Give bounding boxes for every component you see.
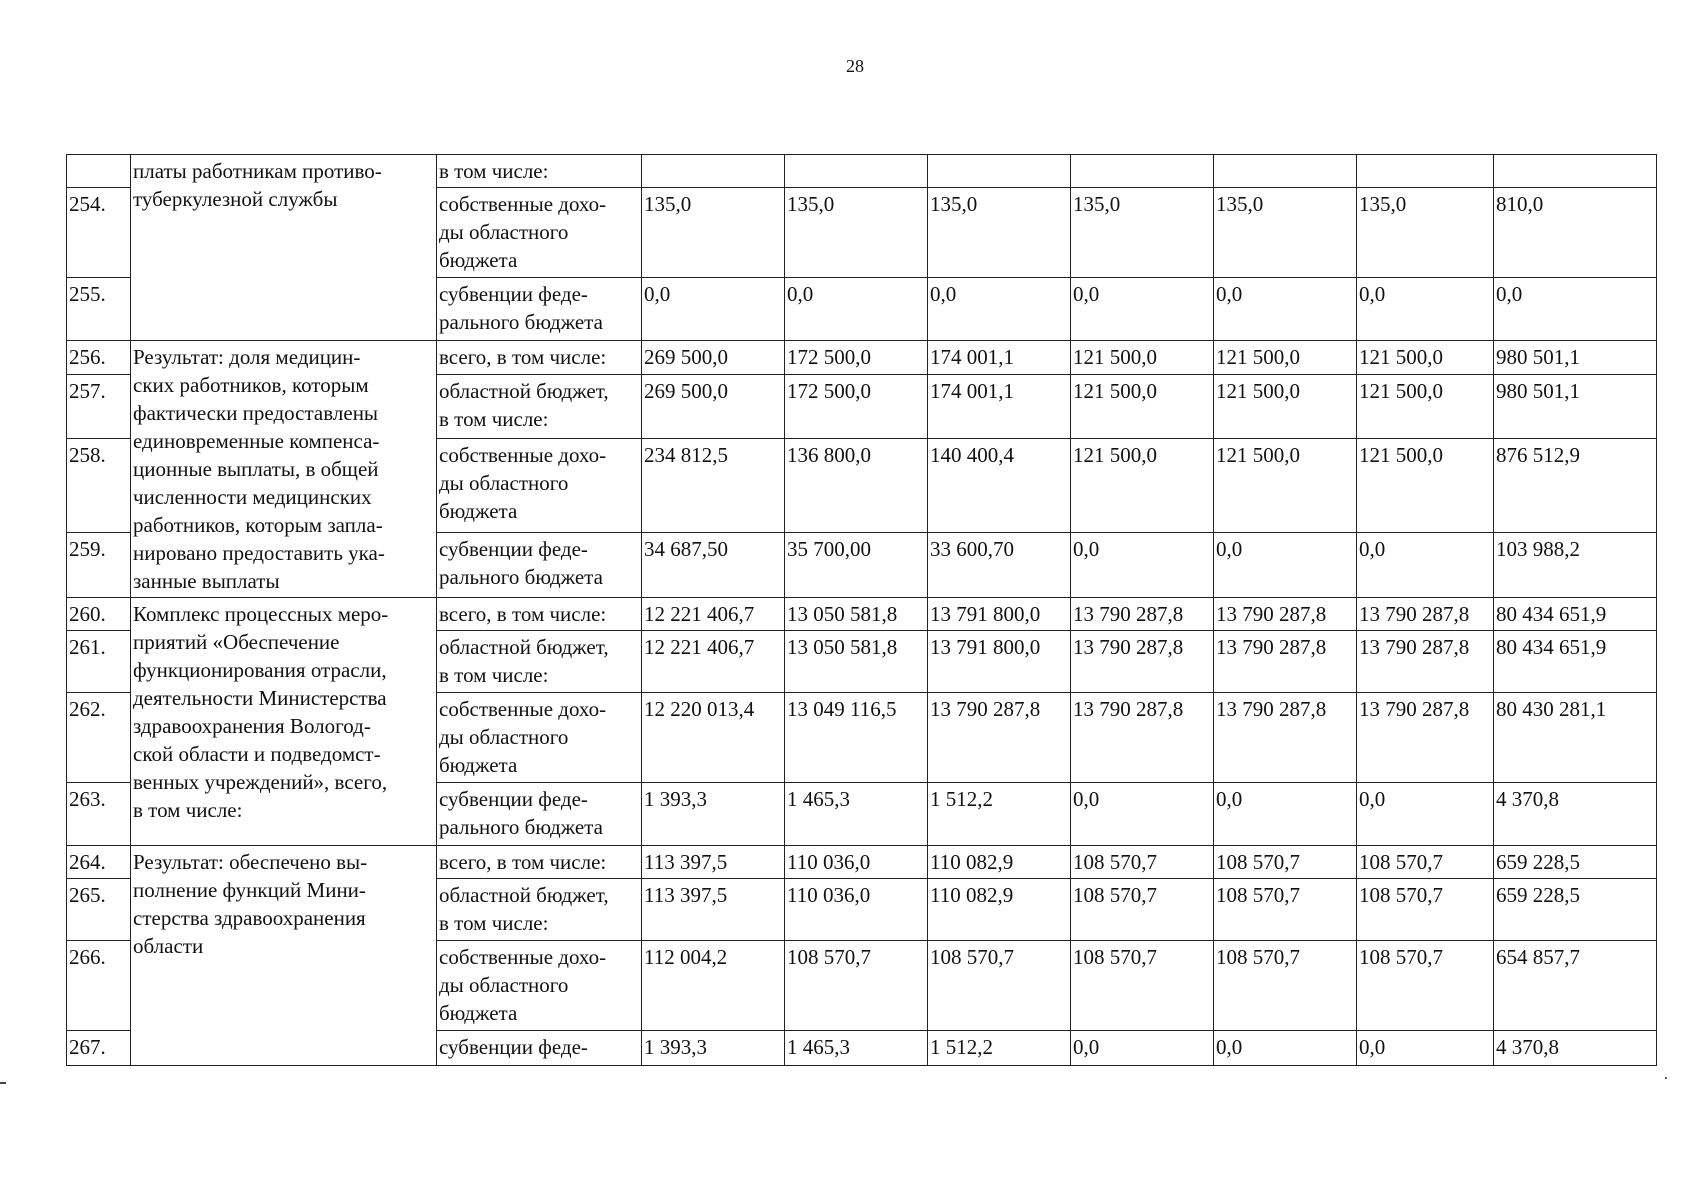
year-value-cell: 135,0 bbox=[1357, 188, 1494, 278]
year-value-cell: 12 221 406,7 bbox=[642, 631, 785, 693]
year-value-cell: 0,0 bbox=[1214, 783, 1357, 846]
year-value-cell: 108 570,7 bbox=[785, 941, 928, 1031]
total-value-cell bbox=[1494, 155, 1657, 188]
row-number: 260. bbox=[67, 598, 131, 631]
funding-source: областной бюджет, в том числе: bbox=[437, 375, 642, 439]
year-value-cell: 0,0 bbox=[1357, 278, 1494, 341]
year-value-cell: 13 790 287,8 bbox=[1357, 693, 1494, 783]
year-value-cell: 121 500,0 bbox=[1357, 439, 1494, 532]
row-number: 263. bbox=[67, 783, 131, 846]
funding-source: собственные дохо- ды областного бюджета bbox=[437, 941, 642, 1031]
row-number: 266. bbox=[67, 941, 131, 1031]
year-value-cell: 108 570,7 bbox=[1214, 846, 1357, 879]
row-number: 259. bbox=[67, 532, 131, 597]
table-row bbox=[67, 598, 1657, 631]
table-row bbox=[67, 846, 1657, 879]
funding-source: собственные дохо- ды областного бюджета bbox=[437, 439, 642, 532]
scan-dot-mark bbox=[1665, 1077, 1667, 1079]
year-value-cell: 121 500,0 bbox=[1071, 439, 1214, 532]
year-value-cell: 108 570,7 bbox=[1071, 941, 1214, 1031]
activity-description: платы работникам противо- туберкулезной службы bbox=[131, 155, 437, 341]
total-value-cell: 80 434 651,9 bbox=[1494, 598, 1657, 631]
year-value-cell: 121 500,0 bbox=[1071, 341, 1214, 375]
year-value-cell: 0,0 bbox=[1357, 783, 1494, 846]
year-value-cell: 0,0 bbox=[642, 278, 785, 341]
row-number: 255. bbox=[67, 278, 131, 341]
year-value-cell: 140 400,4 bbox=[928, 439, 1071, 532]
table-row bbox=[67, 155, 1657, 188]
year-value-cell: 13 049 116,5 bbox=[785, 693, 928, 783]
funding-source: субвенции феде- рального бюджета bbox=[437, 532, 642, 597]
year-value-cell bbox=[642, 155, 785, 188]
funding-source: субвенции феде- рального бюджета bbox=[437, 783, 642, 846]
row-number: 254. bbox=[67, 188, 131, 278]
funding-source: в том числе: bbox=[437, 155, 642, 188]
year-value-cell: 13 790 287,8 bbox=[1214, 693, 1357, 783]
year-value-cell: 110 082,9 bbox=[928, 846, 1071, 879]
year-value-cell: 35 700,00 bbox=[785, 532, 928, 597]
year-value-cell: 13 791 800,0 bbox=[928, 631, 1071, 693]
year-value-cell: 0,0 bbox=[1071, 532, 1214, 597]
funding-source: субвенции феде- bbox=[437, 1031, 642, 1066]
year-value-cell: 33 600,70 bbox=[928, 532, 1071, 597]
year-value-cell: 13 790 287,8 bbox=[1214, 598, 1357, 631]
year-value-cell: 174 001,1 bbox=[928, 375, 1071, 439]
year-value-cell: 1 465,3 bbox=[785, 1031, 928, 1066]
year-value-cell: 108 570,7 bbox=[1357, 846, 1494, 879]
year-value-cell: 0,0 bbox=[1214, 1031, 1357, 1066]
year-value-cell: 0,0 bbox=[1071, 278, 1214, 341]
year-value-cell bbox=[1071, 155, 1214, 188]
row-number: 261. bbox=[67, 631, 131, 693]
year-value-cell: 135,0 bbox=[642, 188, 785, 278]
row-number: 257. bbox=[67, 375, 131, 439]
funding-source: всего, в том числе: bbox=[437, 341, 642, 375]
total-value-cell: 659 228,5 bbox=[1494, 846, 1657, 879]
year-value-cell: 1 393,3 bbox=[642, 783, 785, 846]
total-value-cell: 659 228,5 bbox=[1494, 879, 1657, 941]
year-value-cell: 108 570,7 bbox=[1071, 846, 1214, 879]
activity-description: Комплекс процессных меро- приятий «Обеспечение функционирования отрасли, деятельности Министерства здравоохранения Вологод- ской области и подведомст- венных учреждений», всего, в том числе: bbox=[131, 598, 437, 846]
row-number bbox=[67, 155, 131, 188]
year-value-cell: 13 790 287,8 bbox=[1357, 598, 1494, 631]
total-value-cell: 103 988,2 bbox=[1494, 532, 1657, 597]
year-value-cell: 110 082,9 bbox=[928, 879, 1071, 941]
year-value-cell: 13 050 581,8 bbox=[785, 631, 928, 693]
total-value-cell: 4 370,8 bbox=[1494, 1031, 1657, 1066]
row-number: 256. bbox=[67, 341, 131, 375]
row-number: 267. bbox=[67, 1031, 131, 1066]
year-value-cell: 174 001,1 bbox=[928, 341, 1071, 375]
year-value-cell: 12 220 013,4 bbox=[642, 693, 785, 783]
year-value-cell: 13 790 287,8 bbox=[1071, 693, 1214, 783]
total-value-cell: 80 434 651,9 bbox=[1494, 631, 1657, 693]
year-value-cell: 0,0 bbox=[1071, 783, 1214, 846]
activity-description: Результат: доля медицин- ских работников, которым фактически предоставлены единовременные компенса- ционные выплаты, в общей численности медицинских работников, которым запла- нировано предоставить ука- занные выплаты bbox=[131, 341, 437, 598]
year-value-cell: 113 397,5 bbox=[642, 846, 785, 879]
year-value-cell: 108 570,7 bbox=[1214, 879, 1357, 941]
year-value-cell: 110 036,0 bbox=[785, 879, 928, 941]
year-value-cell bbox=[928, 155, 1071, 188]
year-value-cell: 112 004,2 bbox=[642, 941, 785, 1031]
scan-edge-mark bbox=[0, 1082, 6, 1084]
total-value-cell: 876 512,9 bbox=[1494, 439, 1657, 532]
row-number: 258. bbox=[67, 439, 131, 532]
year-value-cell: 13 050 581,8 bbox=[785, 598, 928, 631]
row-number: 264. bbox=[67, 846, 131, 879]
funding-source: собственные дохо- ды областного бюджета bbox=[437, 693, 642, 783]
funding-source: всего, в том числе: bbox=[437, 598, 642, 631]
year-value-cell: 34 687,50 bbox=[642, 532, 785, 597]
year-value-cell: 1 512,2 bbox=[928, 1031, 1071, 1066]
year-value-cell: 0,0 bbox=[1357, 1031, 1494, 1066]
year-value-cell: 0,0 bbox=[1071, 1031, 1214, 1066]
year-value-cell: 110 036,0 bbox=[785, 846, 928, 879]
total-value-cell: 810,0 bbox=[1494, 188, 1657, 278]
year-value-cell: 0,0 bbox=[928, 278, 1071, 341]
year-value-cell: 121 500,0 bbox=[1214, 375, 1357, 439]
funding-source: областной бюджет, в том числе: bbox=[437, 879, 642, 941]
year-value-cell: 13 790 287,8 bbox=[1214, 631, 1357, 693]
year-value-cell: 13 790 287,8 bbox=[928, 693, 1071, 783]
year-value-cell: 172 500,0 bbox=[785, 341, 928, 375]
year-value-cell: 172 500,0 bbox=[785, 375, 928, 439]
year-value-cell: 135,0 bbox=[1071, 188, 1214, 278]
year-value-cell: 121 500,0 bbox=[1357, 341, 1494, 375]
year-value-cell: 13 790 287,8 bbox=[1071, 631, 1214, 693]
year-value-cell bbox=[785, 155, 928, 188]
year-value-cell: 0,0 bbox=[1214, 532, 1357, 597]
year-value-cell: 121 500,0 bbox=[1357, 375, 1494, 439]
year-value-cell: 108 570,7 bbox=[1357, 941, 1494, 1031]
total-value-cell: 980 501,1 bbox=[1494, 341, 1657, 375]
funding-source: собственные дохо- ды областного бюджета bbox=[437, 188, 642, 278]
year-value-cell: 135,0 bbox=[785, 188, 928, 278]
year-value-cell bbox=[1357, 155, 1494, 188]
total-value-cell: 654 857,7 bbox=[1494, 941, 1657, 1031]
year-value-cell: 234 812,5 bbox=[642, 439, 785, 532]
year-value-cell: 135,0 bbox=[928, 188, 1071, 278]
year-value-cell: 108 570,7 bbox=[928, 941, 1071, 1031]
year-value-cell: 121 500,0 bbox=[1214, 341, 1357, 375]
year-value-cell: 136 800,0 bbox=[785, 439, 928, 532]
year-value-cell: 0,0 bbox=[785, 278, 928, 341]
year-value-cell: 12 221 406,7 bbox=[642, 598, 785, 631]
page-number: 28 bbox=[846, 56, 864, 76]
year-value-cell: 108 570,7 bbox=[1071, 879, 1214, 941]
year-value-cell: 1 465,3 bbox=[785, 783, 928, 846]
year-value-cell: 13 790 287,8 bbox=[1071, 598, 1214, 631]
funding-source: областной бюджет, в том числе: bbox=[437, 631, 642, 693]
funding-source: субвенции феде- рального бюджета bbox=[437, 278, 642, 341]
table-body bbox=[67, 155, 1657, 1066]
total-value-cell: 0,0 bbox=[1494, 278, 1657, 341]
year-value-cell bbox=[1214, 155, 1357, 188]
year-value-cell: 121 500,0 bbox=[1071, 375, 1214, 439]
funding-source: всего, в том числе: bbox=[437, 846, 642, 879]
table-row bbox=[67, 341, 1657, 375]
year-value-cell: 0,0 bbox=[1357, 532, 1494, 597]
year-value-cell: 108 570,7 bbox=[1357, 879, 1494, 941]
year-value-cell: 113 397,5 bbox=[642, 879, 785, 941]
activity-description: Результат: обеспечено вы- полнение функций Мини- стерства здравоохранения области bbox=[131, 846, 437, 1066]
year-value-cell: 0,0 bbox=[1214, 278, 1357, 341]
total-value-cell: 4 370,8 bbox=[1494, 783, 1657, 846]
year-value-cell: 1 393,3 bbox=[642, 1031, 785, 1066]
year-value-cell: 13 790 287,8 bbox=[1357, 631, 1494, 693]
budget-table bbox=[66, 154, 1657, 1066]
year-value-cell: 135,0 bbox=[1214, 188, 1357, 278]
total-value-cell: 80 430 281,1 bbox=[1494, 693, 1657, 783]
row-number: 262. bbox=[67, 693, 131, 783]
year-value-cell: 269 500,0 bbox=[642, 341, 785, 375]
row-number: 265. bbox=[67, 879, 131, 941]
total-value-cell: 980 501,1 bbox=[1494, 375, 1657, 439]
year-value-cell: 121 500,0 bbox=[1214, 439, 1357, 532]
year-value-cell: 1 512,2 bbox=[928, 783, 1071, 846]
year-value-cell: 108 570,7 bbox=[1214, 941, 1357, 1031]
year-value-cell: 269 500,0 bbox=[642, 375, 785, 439]
year-value-cell: 13 791 800,0 bbox=[928, 598, 1071, 631]
